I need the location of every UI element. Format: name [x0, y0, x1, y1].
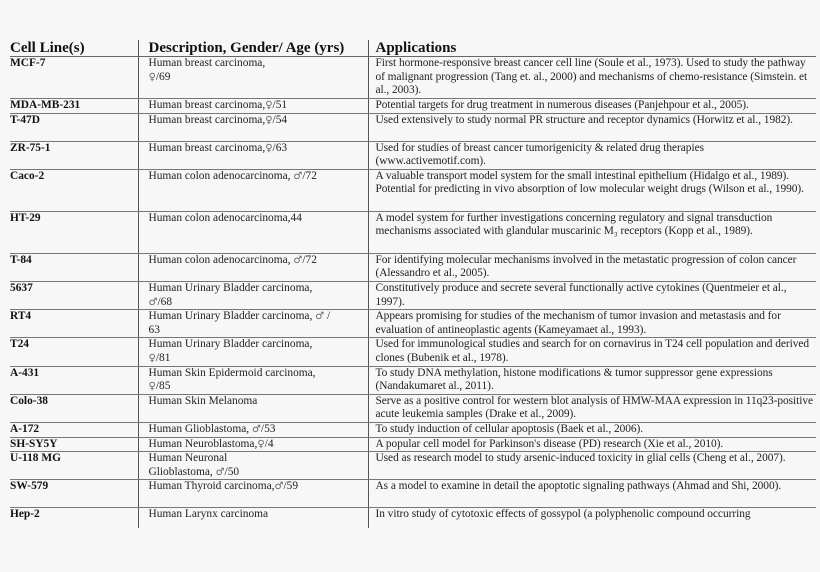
cell-application: In vitro study of cytotoxic effects of gossypol (a polyphenolic compound occurring	[368, 508, 816, 528]
table-row	[10, 253, 816, 281]
cell-line-name: MCF-7	[10, 57, 138, 99]
cell-line-name: T-47D	[10, 113, 138, 141]
cell-description: Human Thyroid carcinoma,♂/59	[138, 480, 368, 508]
table-header-row	[10, 40, 816, 57]
cell-line-name: Caco-2	[10, 169, 138, 211]
table-row	[10, 310, 816, 338]
male-symbol-icon: ♂	[274, 481, 284, 493]
cell-line-name: 5637	[10, 281, 138, 309]
female-symbol-icon: ♀	[265, 142, 273, 154]
table-row	[10, 57, 816, 99]
cell-line-name: SW-579	[10, 480, 138, 508]
cell-line-name: HT-29	[10, 211, 138, 253]
cell-application: Used extensively to study normal PR structure and receptor dynamics (Horwitz et al., 1982).	[368, 113, 816, 141]
table-row	[10, 281, 816, 309]
female-symbol-icon: ♀	[265, 114, 273, 126]
table-row	[10, 437, 816, 452]
cell-line-table-container	[10, 40, 816, 557]
cell-application: First hormone-responsive breast cancer cell line (Soule et al., 1973). Used to study the pathway of malignant progression (Tang et. al., 2000) and mechanisms of chemo-resistance (Simstein. et al., 2003).	[368, 57, 816, 99]
header-cell-line: Cell Line(s)	[10, 40, 138, 57]
female-symbol-icon: ♀	[148, 71, 156, 83]
cell-line-name: T24	[10, 338, 138, 366]
table-row	[10, 508, 816, 528]
cell-line-name: A-172	[10, 422, 138, 437]
table-row	[10, 422, 816, 437]
cell-line-name: SH-SY5Y	[10, 437, 138, 452]
cell-line-table	[10, 40, 816, 528]
cell-description: Human Neuronal Glioblastoma, ♂/50	[138, 452, 368, 480]
table-body	[10, 57, 816, 528]
table-row	[10, 394, 816, 422]
table-row	[10, 366, 816, 394]
cell-application: Appears promising for studies of the mechanism of tumor invasion and metastasis and for evaluation of antineoplastic agents (Kameyamaet al., 1993).	[368, 310, 816, 338]
cell-application: A popular cell model for Parkinson's disease (PD) research (Xie et al., 2010).	[368, 437, 816, 452]
cell-line-name: RT4	[10, 310, 138, 338]
header-applications: Applications	[368, 40, 816, 57]
cell-application: To study DNA methylation, histone modifications & tumor suppressor gene expressions (Nandakumaret al., 2011).	[368, 366, 816, 394]
table-row	[10, 480, 816, 508]
cell-line-name: U-118 MG	[10, 452, 138, 480]
cell-application: Potential targets for drug treatment in numerous diseases (Panjehpour et al., 2005).	[368, 99, 816, 114]
cell-application: For identifying molecular mechanisms involved in the metastatic progression of colon cancer (Alessandro et al., 2005).	[368, 253, 816, 281]
cell-line-name: T-84	[10, 253, 138, 281]
cell-description: Human Urinary Bladder carcinoma, ♂ / 63	[138, 310, 368, 338]
cell-application: To study induction of cellular apoptosis (Baek et al., 2006).	[368, 422, 816, 437]
cell-description: Human breast carcinoma,♀/63	[138, 141, 368, 169]
cell-description: Human colon adenocarcinoma, ♂/72	[138, 253, 368, 281]
male-symbol-icon: ♂	[315, 311, 325, 323]
cell-line-name: ZR-75-1	[10, 141, 138, 169]
cell-description: Human colon adenocarcinoma,44	[138, 211, 368, 253]
male-symbol-icon: ♂	[251, 423, 261, 435]
cell-description: Human breast carcinoma,♀/54	[138, 113, 368, 141]
cell-description: Human Skin Epidermoid carcinoma, ♀/85	[138, 366, 368, 394]
header-description: Description, Gender/ Age (yrs)	[138, 40, 368, 57]
cell-application: Used for immunological studies and search for on cornavirus in T24 cell population and derived clones (Bubenik et al., 1978).	[368, 338, 816, 366]
table-row	[10, 113, 816, 141]
cell-description: Human Urinary Bladder carcinoma, ♀/81	[138, 338, 368, 366]
male-symbol-icon: ♂	[293, 254, 303, 266]
table-row	[10, 338, 816, 366]
cell-application: Constitutively produce and secrete several functionally active cytokines (Quentmeier et al., 1997).	[368, 281, 816, 309]
female-symbol-icon: ♀	[257, 438, 265, 450]
table-row	[10, 99, 816, 114]
male-symbol-icon: ♂	[215, 466, 225, 478]
cell-application: A valuable transport model system for the small intestinal epithelium (Hidalgo et al., 1989). Potential for predicting in vivo absorption of low molecular weight drugs (Wilson et al., 1990).	[368, 169, 816, 211]
female-symbol-icon: ♀	[265, 100, 273, 111]
female-symbol-icon: ♀	[148, 381, 156, 393]
cell-application: As a model to examine in detail the apoptotic signaling pathways (Ahmad and Shi, 2000).	[368, 480, 816, 508]
cell-application: Serve as a positive control for western blot analysis of HMW-MAA expression in 11q23-positive acute leukemia samples (Drake et al., 2009).	[368, 394, 816, 422]
cell-description: Human Glioblastoma, ♂/53	[138, 422, 368, 437]
female-symbol-icon: ♀	[148, 352, 156, 364]
cell-application: A model system for further investigations concerning regulatory and signal transduction mechanisms associated with glandular muscarinic M₃ receptors (Kopp et al., 1989).	[368, 211, 816, 253]
cell-description: Human Urinary Bladder carcinoma, ♂/68	[138, 281, 368, 309]
cell-description: Human breast carcinoma,♀/51	[138, 99, 368, 114]
table-row	[10, 452, 816, 480]
cell-description: Human Larynx carcinoma	[138, 508, 368, 528]
cell-line-name: MDA-MB-231	[10, 99, 138, 114]
cell-line-name: A-431	[10, 366, 138, 394]
cell-line-name: Colo-38	[10, 394, 138, 422]
male-symbol-icon: ♂	[293, 170, 303, 182]
cell-description: Human breast carcinoma, ♀/69	[138, 57, 368, 99]
table-row	[10, 141, 816, 169]
male-symbol-icon: ♂	[148, 296, 158, 308]
cell-description: Human colon adenocarcinoma, ♂/72	[138, 169, 368, 211]
cell-application: Used as research model to study arsenic-induced toxicity in glial cells (Cheng et al., 2007).	[368, 452, 816, 480]
cell-description: Human Skin Melanoma	[138, 394, 368, 422]
cell-description: Human Neuroblastoma,♀/4	[138, 437, 368, 452]
table-row	[10, 169, 816, 211]
cell-line-name: Hep-2	[10, 508, 40, 521]
cell-application: Used for studies of breast cancer tumorigenicity & related drug therapies (www.activemotif.com).	[368, 141, 816, 169]
table-row	[10, 211, 816, 253]
